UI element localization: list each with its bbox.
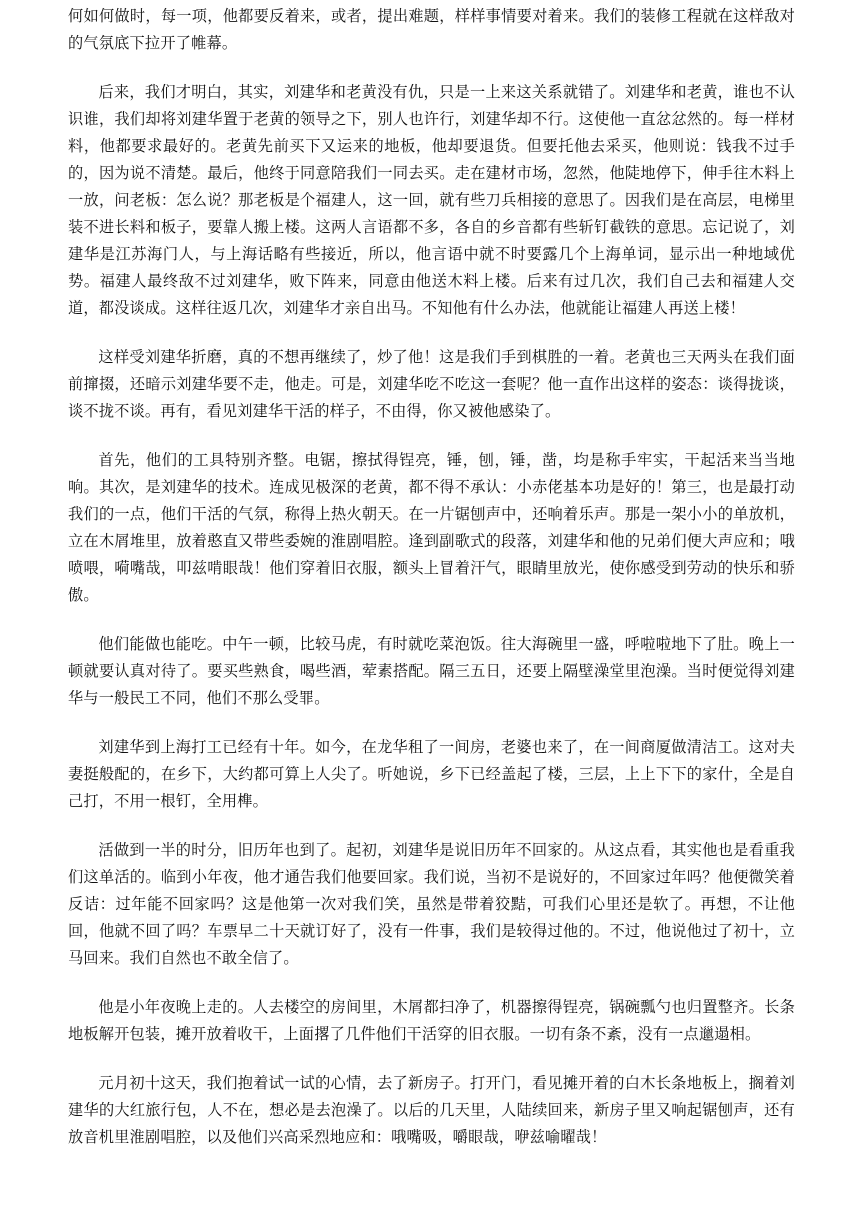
paragraph-1: 何如何做时，每一项，他都要反着来，或者，提出难题，样样事情要对着来。我们的装修工程就在这样敌对的气氛底下拉开了帷幕。	[68, 7, 795, 52]
paragraph-7: 活做到一半的时分，旧历年也到了。起初，刘建华是说旧历年不回家的。从这点看，其实他也是看重我们这单活的。临到小年夜，他才通告我们他要回家。我们说，当初不是说好的，不回家过年吗？他便微笑着反诘：过年能不回家吗？这是他第一次对我们笑，虽然是带着狡黠，可我们心里还是软了。再想，不让他回，他就不回了吗？车票早二十天就订好了，没有一件事，我们是较得过他的。不过，他说他过了初十，立马回来。我们自然也不敢全信了。	[68, 841, 795, 967]
paragraph-2: 后来，我们才明白，其实，刘建华和老黄没有仇，只是一上来这关系就错了。刘建华和老黄，谁也不认识谁，我们却将刘建华置于老黄的领导之下，别人也许行，刘建华却不行。这使他一直忿忿然的。每一样材料，他都要求最好的。老黄先前买下又运来的地板，他却要退货。但要托他去采买，他则说：钱我不过手的，因为说不清楚。最后，他终于同意陪我们一同去买。走在建材市场，忽然，他陡地停下，伸手往木料上一放，问老板：怎么说？那老板是个福建人，这一回，就有些刀兵相接的意思了。因我们是在高层，电梯里装不进长料和板子，要靠人搬上楼。这两人言语都不多，各自的乡音都有些斩钉截铁的意思。忘记说了，刘建华是江苏海门人，与上海话略有些接近，所以，他言语中就不时要露几个上海单词，显示出一种地域优势。福建人最终敌不过刘建华，败下阵来，同意由他送木料上楼。后来有过几次，我们自己去和福建人交道，都没谈成。这样往返几次，刘建华才亲自出马。不知他有什么办法，他就能让福建人再送上楼！	[68, 83, 795, 317]
paragraph-3: 这样受刘建华折磨，真的不想再继续了，炒了他！这是我们手到棋胜的一着。老黄也三天两头在我们面前撺掇，还暗示刘建华要不走，他走。可是，刘建华吃不吃这一套呢？他一直作出这样的姿态：谈得拢谈，谈不拢不谈。再有，看见刘建华干活的样子，不由得，你又被他感染了。	[68, 348, 795, 420]
paragraph-4: 首先，他们的工具特别齐整。电锯，擦拭得锃亮，锤，刨，锤，凿，均是称手牢实，干起活来当当地响。其次，是刘建华的技术。连成见极深的老黄，都不得不承认：小赤佬基本功是好的！第三，也是最打动我们的一点，他们干活的气氛，称得上热火朝天。在一片锯刨声中，还响着乐声。那是一架小小的单放机，立在木屑堆里，放着憨直又带些委婉的淮剧唱腔。逢到副歌式的段落，刘建华和他的兄弟们便大声应和；哦喷喂，嗬嘴哉，叩兹啃眼哉！他们穿着旧衣服，额头上冒着汗气，眼睛里放光，使你感受到劳动的快乐和骄傲。	[68, 451, 795, 604]
document-page	[68, 0, 795, 1173]
paragraph-5: 他们能做也能吃。中午一顿，比较马虎，有时就吃菜泡饭。往大海碗里一盛，呼啦啦地下了肚。晚上一顿就要认真对待了。要买些熟食，喝些酒，荤素搭配。隔三五日，还要上隔壁澡堂里泡澡。当时便觉得刘建华与一般民工不同，他们不那么受罪。	[68, 635, 795, 707]
paragraph-9: 元月初十这天，我们抱着试一试的心情，去了新房子。打开门，看见摊开着的白木长条地板上，搁着刘建华的大红旅行包，人不在，想必是去泡澡了。以后的几天里，人陆续回来，新房子里又响起锯刨声，还有放音机里淮剧唱腔，以及他们兴高采烈地应和：哦嘴吸，嚼眼哉，咿兹喻曜哉！	[68, 1074, 795, 1146]
paragraph-8: 他是小年夜晚上走的。人去楼空的房间里，木屑都扫净了，机器擦得锃亮，锅碗瓢勺也归置整齐。长条地板解开包装，摊开放着收干，上面撂了几件他们干活穿的旧衣服。一切有条不紊，没有一点邋遢相。	[68, 998, 795, 1043]
paragraph-6: 刘建华到上海打工已经有十年。如今，在龙华租了一间房，老婆也来了，在一间商厦做清洁工。这对夫妻挺般配的，在乡下，大约都可算上人尖了。听她说，乡下已经盖起了楼，三层，上上下下的家什，全是自己打，不用一根钉，全用榫。	[68, 738, 795, 810]
